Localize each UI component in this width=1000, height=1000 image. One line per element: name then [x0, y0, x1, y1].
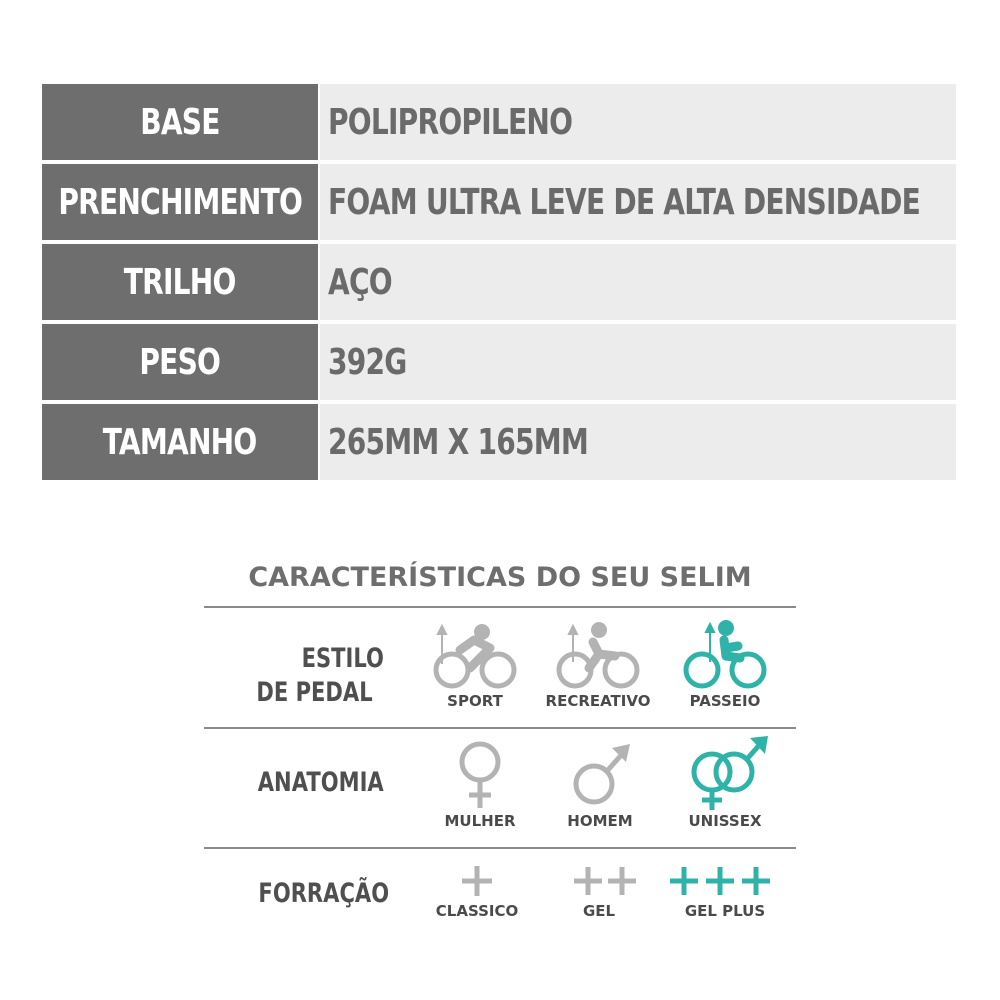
- spec-label-text: TAMANHO: [103, 421, 257, 463]
- spec-value-text: AÇO: [328, 261, 392, 303]
- spec-value: [320, 404, 956, 480]
- spec-value-text: FOAM ULTRA LEVE DE ALTA DENSIDADE: [328, 181, 921, 223]
- unisex-symbol-icon: [680, 734, 770, 812]
- feature-label-line: DE PEDAL: [256, 677, 374, 708]
- option-caption: MULHER: [444, 812, 516, 830]
- feature-label-padding: [240, 877, 400, 911]
- spec-row-trilho: [42, 244, 958, 320]
- option-passeio: [660, 618, 790, 710]
- option-caption: HOMEM: [567, 812, 633, 830]
- feature-label-line: FORRAÇÃO: [258, 878, 390, 909]
- spec-label: [42, 324, 318, 400]
- spec-table: [42, 84, 958, 484]
- spec-label: [42, 84, 318, 160]
- option-caption: CLASSICO: [435, 902, 519, 920]
- feature-label-line: ANATOMIA: [257, 767, 384, 798]
- spec-label: [42, 244, 318, 320]
- feature-label-pedal-style: [240, 642, 390, 710]
- spec-row-prenchimento: [42, 164, 958, 240]
- option-recreativo: [533, 618, 663, 710]
- spec-label-text: BASE: [140, 101, 220, 143]
- spec-value-text: POLIPROPILENO: [328, 101, 573, 143]
- features-title: CARACTERÍSTICAS DO SEU SELIM: [248, 562, 752, 593]
- option-classico: [412, 862, 542, 920]
- option-caption: UNISSEX: [688, 812, 762, 830]
- divider: [204, 847, 796, 849]
- spec-label-text: PRENCHIMENTO: [58, 181, 302, 223]
- spec-row-base: [42, 84, 958, 160]
- plus-three-icon: [660, 862, 790, 902]
- option-gel-plus: [660, 862, 790, 920]
- option-homem: [535, 738, 665, 830]
- spec-value: [320, 84, 956, 160]
- spec-value-text: 392G: [328, 341, 407, 383]
- spec-value: [320, 244, 956, 320]
- spec-value: [320, 324, 956, 400]
- option-mulher: [415, 738, 545, 830]
- option-caption: RECREATIVO: [545, 692, 651, 710]
- option-caption: GEL PLUS: [684, 902, 766, 920]
- spec-label-text: TRILHO: [124, 261, 236, 303]
- female-symbol-icon: [440, 738, 520, 812]
- cyclist-sport-icon: [430, 618, 520, 692]
- spec-value: [320, 164, 956, 240]
- feature-label-line: ESTILO: [301, 643, 384, 674]
- spec-row-tamanho: [42, 404, 958, 480]
- option-sport: [410, 618, 540, 710]
- option-caption: SPORT: [447, 692, 503, 710]
- cyclist-upright-icon: [680, 618, 770, 692]
- option-caption: GEL: [582, 902, 616, 920]
- spec-label-text: PESO: [139, 341, 221, 383]
- male-symbol-icon: [560, 738, 640, 812]
- cyclist-recreational-icon: [553, 618, 643, 692]
- divider: [204, 727, 796, 729]
- plus-two-icon: [544, 862, 654, 902]
- spec-value-text: 265MM X 165MM: [328, 421, 589, 463]
- feature-label-anatomy: [240, 766, 400, 800]
- plus-one-icon: [422, 862, 532, 902]
- option-caption: PASSEIO: [689, 692, 761, 710]
- option-unissex: [660, 734, 790, 830]
- spec-label: [42, 164, 318, 240]
- option-gel: [534, 862, 664, 920]
- divider: [204, 606, 796, 608]
- spec-label: [42, 404, 318, 480]
- spec-row-peso: [42, 324, 958, 400]
